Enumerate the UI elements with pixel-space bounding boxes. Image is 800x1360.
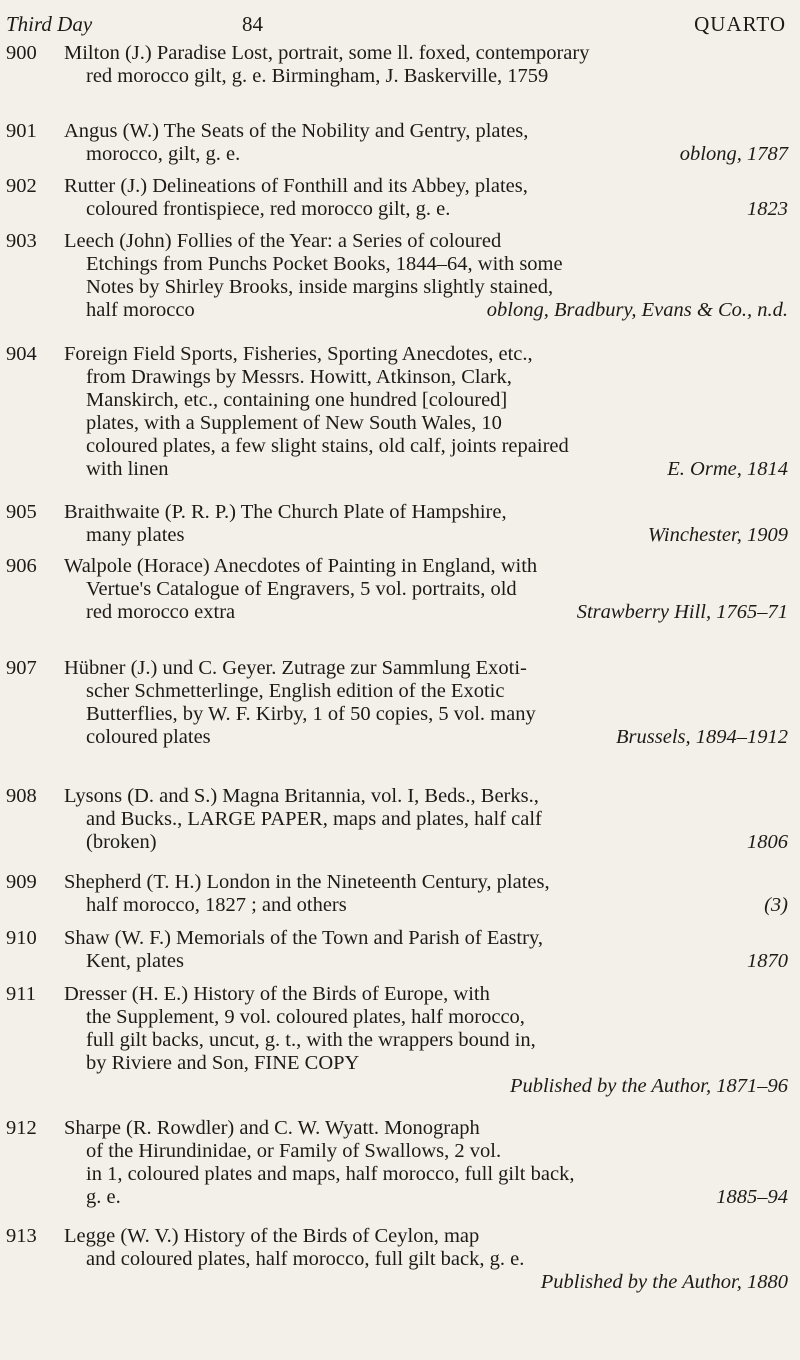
- lot-text: many plates: [86, 524, 185, 546]
- running-head-format: QUARTO: [694, 12, 786, 36]
- lot-number: 903: [6, 230, 37, 252]
- lot-line: [64, 950, 788, 973]
- lot-imprint: 1806: [747, 831, 788, 853]
- lot-line: [64, 412, 788, 435]
- lot-line: [64, 726, 788, 749]
- lot-text: coloured frontispiece, red morocco gilt, g. e.: [86, 198, 451, 220]
- lot-line: [64, 831, 788, 854]
- lot-number: 905: [6, 501, 37, 523]
- lot-text: plates, with a Supplement of New South Wales, 10: [86, 412, 502, 434]
- lot-line: [64, 1271, 788, 1294]
- lot-imprint: 1870: [747, 950, 788, 972]
- lot-text: Legge (W. V.) History of the Birds of Ceylon, map: [64, 1225, 480, 1247]
- lot-line: [64, 1117, 788, 1140]
- lot-text: full gilt backs, uncut, g. t., with the wrappers bound in,: [86, 1029, 536, 1051]
- lot-description: [64, 1117, 788, 1209]
- lot-text: scher Schmetterlinge, English edition of the Exotic: [86, 680, 505, 702]
- lot-number: 901: [6, 120, 37, 142]
- lot-text: Shaw (W. F.) Memorials of the Town and Parish of Eastry,: [64, 927, 543, 949]
- lot-text: Butterflies, by W. F. Kirby, 1 of 50 copies, 5 vol. many: [86, 703, 536, 725]
- lot-line: [64, 601, 788, 624]
- lot-line: [64, 1029, 788, 1052]
- lot-line: [64, 1052, 788, 1075]
- catalogue-lot: [6, 175, 788, 221]
- lot-line: [64, 366, 788, 389]
- lot-text: Shepherd (T. H.) London in the Nineteenth Century, plates,: [64, 871, 550, 893]
- lot-text: Lysons (D. and S.) Magna Britannia, vol. I, Beds., Berks.,: [64, 785, 539, 807]
- catalogue-lot: [6, 1225, 788, 1294]
- lot-line: [64, 785, 788, 808]
- lot-line: [64, 1006, 788, 1029]
- lot-text: red morocco extra: [86, 601, 236, 623]
- catalogue-lot: [6, 785, 788, 854]
- lot-imprint: Brussels, 1894–1912: [616, 726, 788, 748]
- lot-line: [64, 175, 788, 198]
- lot-text: by Riviere and Son, FINE COPY: [86, 1052, 360, 1074]
- lot-text: with linen: [86, 458, 169, 480]
- lot-line: [64, 458, 788, 481]
- lot-text: Rutter (J.) Delineations of Fonthill and its Abbey, plates,: [64, 175, 528, 197]
- lot-number: 900: [6, 42, 37, 64]
- lot-description: [64, 983, 788, 1098]
- lot-description: [64, 230, 788, 322]
- lot-number: 902: [6, 175, 37, 197]
- lot-line: [64, 1075, 788, 1098]
- lot-line: [64, 894, 788, 917]
- lot-line: [64, 389, 788, 412]
- lot-text: in 1, coloured plates and maps, half morocco, full gilt back,: [86, 1163, 575, 1185]
- lot-line: [64, 657, 788, 680]
- lot-line: [64, 435, 788, 458]
- lot-number: 911: [6, 983, 36, 1005]
- lot-number: 904: [6, 343, 37, 365]
- lot-line: [64, 65, 788, 88]
- lot-text: g. e.: [86, 1186, 121, 1208]
- lot-text: Etchings from Punchs Pocket Books, 1844–64, with some: [86, 253, 563, 275]
- lot-description: [64, 175, 788, 221]
- lot-description: [64, 871, 788, 917]
- lot-description: [64, 42, 788, 88]
- lot-text: Braithwaite (P. R. P.) The Church Plate of Hampshire,: [64, 501, 507, 523]
- catalogue-lot: [6, 927, 788, 973]
- lot-line: [64, 1186, 788, 1209]
- catalogue-lot: [6, 1117, 788, 1209]
- lot-text: and Bucks., LARGE PAPER, maps and plates, half calf: [86, 808, 542, 830]
- lot-text: half morocco, 1827 ; and others: [86, 894, 347, 916]
- lot-text: the Supplement, 9 vol. coloured plates, half morocco,: [86, 1006, 525, 1028]
- lot-line: [64, 1140, 788, 1163]
- lot-description: [64, 501, 788, 547]
- lot-text: Manskirch, etc., containing one hundred [coloured]: [86, 389, 508, 411]
- lot-number: 912: [6, 1117, 37, 1139]
- lot-line: [64, 42, 788, 65]
- lot-imprint: E. Orme, 1814: [667, 458, 788, 480]
- running-head-section: Third Day: [6, 12, 93, 36]
- catalogue-lot: [6, 657, 788, 749]
- lot-text: Kent, plates: [86, 950, 184, 972]
- lot-text: Foreign Field Sports, Fisheries, Sporting Anecdotes, etc.,: [64, 343, 533, 365]
- catalogue-lot: [6, 230, 788, 322]
- lot-line: [64, 703, 788, 726]
- lot-imprint: Published by the Author, 1880: [540, 1271, 788, 1293]
- lot-text: of the Hirundinidae, or Family of Swallows, 2 vol.: [86, 1140, 502, 1162]
- page-header: [6, 12, 786, 42]
- lot-imprint: oblong, 1787: [679, 143, 788, 165]
- lot-line: [64, 927, 788, 950]
- lot-text: Vertue's Catalogue of Engravers, 5 vol. portraits, old: [86, 578, 517, 600]
- lot-line: [64, 253, 788, 276]
- lot-line: [64, 143, 788, 166]
- lot-line: [64, 276, 788, 299]
- lot-description: [64, 555, 788, 624]
- lot-line: [64, 120, 788, 143]
- catalogue-lot: [6, 501, 788, 547]
- lot-number: 908: [6, 785, 37, 807]
- lot-line: [64, 983, 788, 1006]
- lot-number: 906: [6, 555, 37, 577]
- catalogue-lot: [6, 983, 788, 1098]
- lot-number: 913: [6, 1225, 37, 1247]
- lot-imprint: (3): [764, 894, 788, 916]
- lot-text: half morocco: [86, 299, 195, 321]
- lot-line: [64, 299, 788, 322]
- lot-text: coloured plates, a few slight stains, old calf, joints repaired: [86, 435, 569, 457]
- lot-number: 907: [6, 657, 37, 679]
- lot-line: [64, 198, 788, 221]
- lot-text: Milton (J.) Paradise Lost, portrait, some ll. foxed, contemporary: [64, 42, 590, 64]
- catalogue-lot: [6, 871, 788, 917]
- lot-imprint: Published by the Author, 1871–96: [509, 1075, 788, 1097]
- lot-line: [64, 524, 788, 547]
- lot-text: Hübner (J.) und C. Geyer. Zutrage zur Sammlung Exoti-: [64, 657, 527, 679]
- catalogue-lot: [6, 42, 788, 88]
- lot-line: [64, 1248, 788, 1271]
- lot-description: [64, 343, 788, 481]
- lot-line: [64, 1163, 788, 1186]
- lot-description: [64, 120, 788, 166]
- lot-line: [64, 501, 788, 524]
- catalogue-lot: [6, 120, 788, 166]
- lot-imprint: 1823: [747, 198, 788, 220]
- lot-number: 910: [6, 927, 37, 949]
- lot-text: red morocco gilt, g. e. Birmingham, J. Baskerville, 1759: [86, 65, 549, 87]
- catalogue-lot: [6, 555, 788, 624]
- lot-text: Notes by Shirley Brooks, inside margins slightly stained,: [86, 276, 554, 298]
- lot-description: [64, 657, 788, 749]
- lot-description: [64, 785, 788, 854]
- lot-imprint: 1885–94: [716, 1186, 788, 1208]
- lot-description: [64, 1225, 788, 1294]
- lot-line: [64, 680, 788, 703]
- lot-text: Walpole (Horace) Anecdotes of Painting in England, with: [64, 555, 538, 577]
- lot-text: Leech (John) Follies of the Year: a Series of coloured: [64, 230, 502, 252]
- lot-description: [64, 927, 788, 973]
- lot-text: Sharpe (R. Rowdler) and C. W. Wyatt. Monograph: [64, 1117, 480, 1139]
- page-number: 84: [242, 12, 263, 36]
- lot-line: [64, 871, 788, 894]
- lot-imprint: Strawberry Hill, 1765–71: [576, 601, 788, 623]
- lot-line: [64, 230, 788, 253]
- lot-text: (broken): [86, 831, 157, 853]
- lot-line: [64, 555, 788, 578]
- lot-text: and coloured plates, half morocco, full gilt back, g. e.: [86, 1248, 525, 1270]
- lot-text: coloured plates: [86, 726, 211, 748]
- catalogue-lot: [6, 343, 788, 481]
- lot-imprint: oblong, Bradbury, Evans & Co., n.d.: [486, 299, 788, 321]
- lot-number: 909: [6, 871, 37, 893]
- lot-text: morocco, gilt, g. e.: [86, 143, 241, 165]
- lot-text: Dresser (H. E.) History of the Birds of Europe, with: [64, 983, 490, 1005]
- lot-line: [64, 808, 788, 831]
- lot-imprint: Winchester, 1909: [647, 524, 788, 546]
- lot-line: [64, 343, 788, 366]
- lot-line: [64, 1225, 788, 1248]
- lot-line: [64, 578, 788, 601]
- lot-text: Angus (W.) The Seats of the Nobility and Gentry, plates,: [64, 120, 529, 142]
- lot-text: from Drawings by Messrs. Howitt, Atkinson, Clark,: [86, 366, 512, 388]
